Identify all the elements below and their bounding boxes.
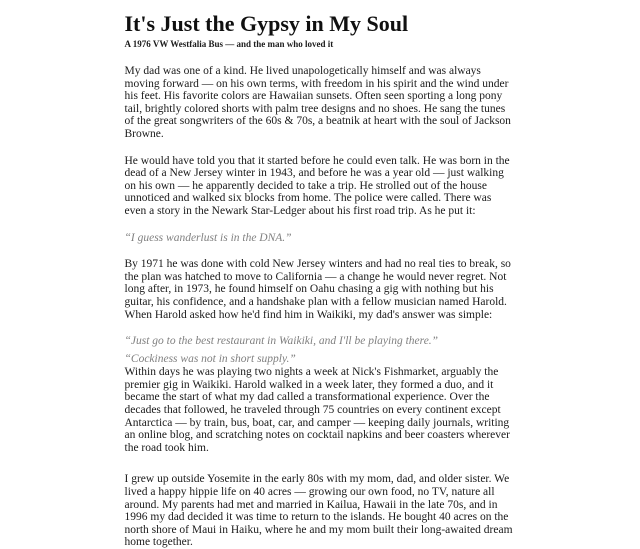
paragraph-move-west: By 1971 he was done with cold New Jersey winters and had no real ties to break, so the plan was hatched to move to California — a change he would never regret. Not long after, in 1973, he found himself on Oahu chasing a gig with nothing but his guitar, his confidence, and a handshake plan with a fellow musician named Harold. When Harold asked how he'd find him in Waikiki, my dad's answer was simple: — [124, 258, 511, 321]
paragraph-travels: Within days he was playing two nights a week at Nick's Fishmarket, arguably the premier gig in Waikiki. Harold walked in a week later, they formed a duo, and it became the start of what my dad called a transformational experience. Over the decades that followed, he traveled through 75 countries on every continent except Antarctica — by train, bus, boat, car, and camper — keeping daily journals, writing an online blog, and scratching notes on cocktail napkins and beer coasters wherever the road took him. — [124, 366, 510, 454]
paragraph-intro: My dad was one of a kind. He lived unapologetically himself and was always moving forward — on his own terms, with freedom in his spirit and the wind under his feet. His favorite colors are Hawaiian sunsets. Often seen sporting a long pony tail, brightly colored shorts with palm tree designs and no shoes. He sang the tunes of the great songwriters of the 60s & 70s, a beatnik at heart with the soul of Jackson Browne. — [124, 65, 511, 140]
pull-quote-wanderlust: “I guess wanderlust is in the DNA.” — [124, 231, 292, 244]
article-title: It's Just the Gypsy in My Soul — [124, 11, 409, 36]
article-body — [125, 65, 516, 549]
paragraph-first-trip: He would have told you that it started before he could even talk. He was born in the dead of a New Jersey winter in 1943, and before he was a year old — just walking on his own — he apparently decided to take a trip. He strolled out of the house unnoticed and walked six blocks from home. The police were called. There was even a story in the Newark Star-Ledger about his first road trip. As he put it: — [124, 154, 510, 217]
article-page — [125, 0, 516, 549]
pull-quote-waikiki: “Just go to the best restaurant in Waikiki, and I'll be playing there.” — [124, 335, 439, 348]
paragraph-yosemite-maui: I grew up outside Yosemite in the early 80s with my mom, dad, and older sister. We lived a happy hippie life on 40 acres — growing our own food, no TV, nature all around. My parents had met and married in Kailua, Hawaii in the late 70s, and in 1996 my dad decided it was time to return to the islands. He bought 40 acres on the north shore of Maui in Haiku, where he and my mom built their long-awaited dream home together. — [124, 473, 513, 549]
pull-quote-cockiness: “Cockiness was not in short supply.” — [124, 352, 296, 365]
article-subtitle: A 1976 VW Westfalia Bus — and the man who loved it — [124, 39, 334, 49]
